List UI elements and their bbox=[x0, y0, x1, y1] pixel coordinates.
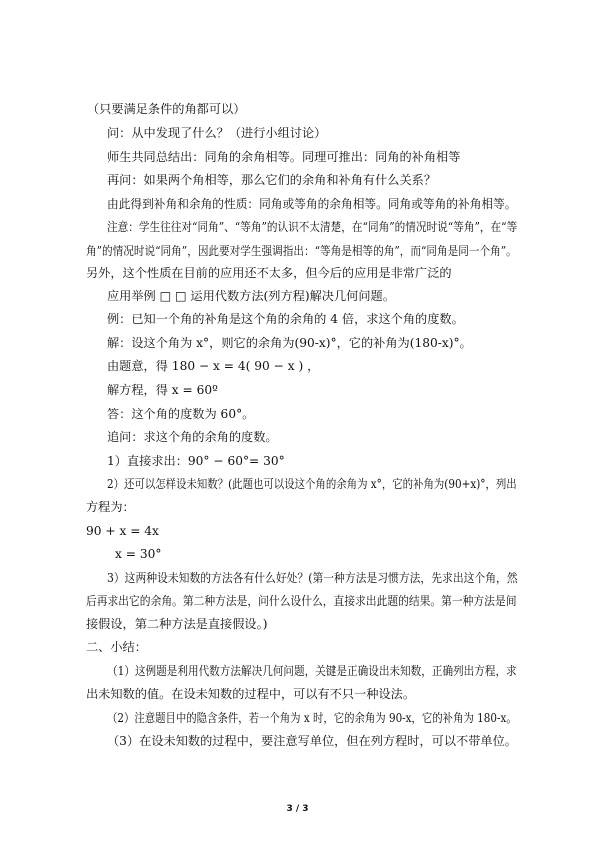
section-heading: 二、小结： bbox=[86, 640, 147, 654]
text-line: 1）直接求出：90° − 60°= 30° bbox=[107, 454, 285, 468]
text-line: 注意：学生往往对“同角”、“等角”的认识不太清楚，在“同角”的情况时说“等角”，在“等 bbox=[107, 220, 518, 234]
text-line: 3）这两种设未知数的方法各有什么好处？(第一种方法是习惯方法，先求出这个角，然 bbox=[107, 571, 518, 585]
text-line: 师生共同总结出：同角的余角相等。同理可推出：同角的补角相等 bbox=[107, 150, 461, 164]
text-line: 角”的情况时说“同角”，因此要对学生强调指出：“等角是相等的角”，而“同角是同一个角”。 bbox=[86, 244, 517, 258]
text-line: 后再求出它的余角。第二种方法是，问什么设什么，直接求出此题的结果。第一种方法是间 bbox=[86, 594, 517, 608]
text-line: 2）还可以怎样设未知数？(此题也可以设这个角的余角为 x°，它的补角为(90+x)°，列出 bbox=[107, 477, 517, 491]
text-line: 方程为： bbox=[86, 500, 135, 514]
text-line: 接假设，第二种方法是直接假设。) bbox=[86, 617, 268, 631]
text-line: 再问：如果两个角相等，那么它们的余角和补角有什么关系？ bbox=[107, 173, 437, 187]
text-line: 由此得到补角和余角的性质：同角或等角的余角相等。同角或等角的补角相等。 bbox=[107, 197, 517, 211]
text-line: 问：从中发现了什么？（进行小组讨论） bbox=[107, 126, 327, 140]
text-line: （1）这例题是利用代数方法解决几何问题，关键是正确设出未知数，正确列出方程，求 bbox=[107, 664, 517, 678]
text-line: 追问：求这个角的余角的度数。 bbox=[107, 430, 278, 444]
text-line: 出未知数的值。在设未知数的过程中，可以有不只一种设法。 bbox=[86, 687, 416, 701]
text-line: 答：这个角的度数为 60°。 bbox=[107, 407, 255, 421]
text-line: （只要满足条件的角都可以） bbox=[87, 102, 246, 116]
equation-line: 90 + x = 4x bbox=[86, 524, 159, 538]
text-line: （3）在设未知数的过程中，要注意写单位，但在列方程时，可以不带单位。 bbox=[107, 734, 517, 748]
text-line: 解：设这个角为 x°，则它的余角为(90-x)°，它的补角为(180-x)°。 bbox=[107, 336, 472, 350]
text-line: （2）注意题目中的隐含条件，若一个角为 x 时，它的余角为 90-x，它的补角为 180-x。 bbox=[107, 711, 517, 725]
text-line: 应用举例 □ □ 运用代数方法(列方程)解决几何问题。 bbox=[107, 289, 395, 303]
text-line: 由题意，得 180 − x = 4( 90 − x ) ， bbox=[107, 359, 320, 373]
text-line: 解方程，得 x = 60º bbox=[107, 383, 218, 397]
text-line: 另外，这个性质在目前的应用还不太多，但今后的应用是非常广泛的 bbox=[86, 266, 452, 280]
equation-line: x = 30° bbox=[115, 547, 162, 561]
text-line: 例：已知一个角的补角是这个角的余角的 4 倍，求这个角的度数。 bbox=[107, 312, 464, 326]
page-number: 3 / 3 bbox=[286, 804, 309, 814]
